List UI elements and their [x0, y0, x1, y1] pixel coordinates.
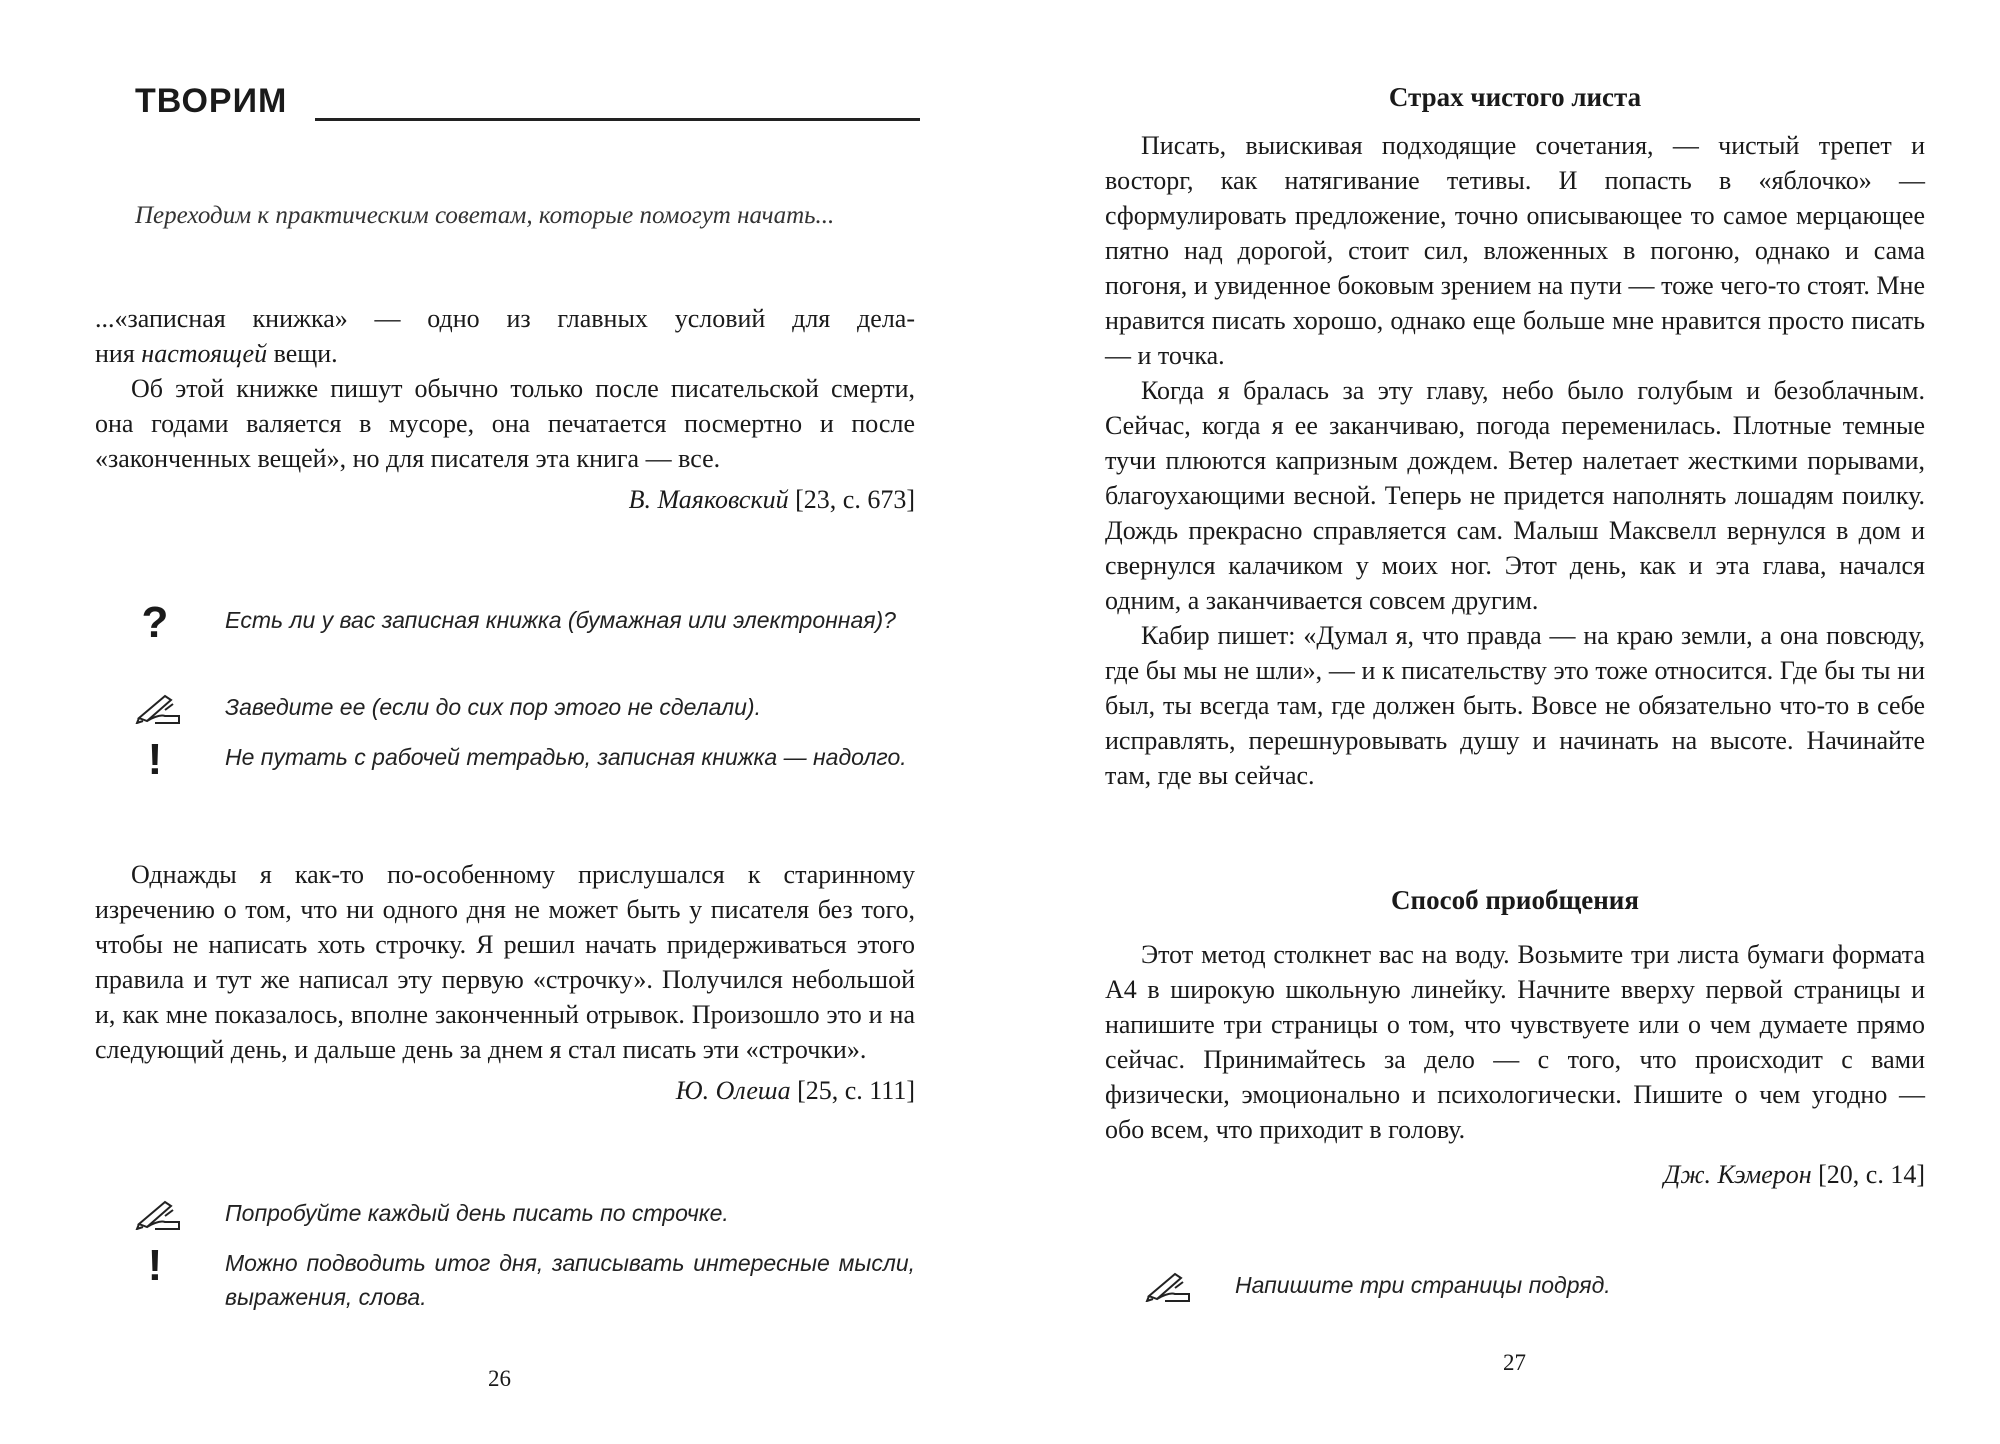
section-body: [1105, 937, 1925, 1192]
question-icon: ?: [141, 598, 169, 647]
quote-text: ния: [95, 339, 142, 368]
left-page: [95, 0, 915, 1444]
body-paragraph: Когда я бралась за эту главу, небо было голубым и безоблачным. Сейчас, когда я ее заканчиваю, погода переменилась. Плотные темные тучи плюются капризным дождем. Ветер налетает жесткими порывами, благоухающими весной. Теперь не придется наполнять лошадям поилку. Дождь прекрасно справляется сам. Малыш Максвелл вернулся в дом и свернулся калачиком у моих ног. Этот день, как и эта глава, начался одним, а заканчивается совсем другим.: [1105, 376, 1925, 615]
quote-mayakovsky: [95, 301, 915, 517]
note-text: Можно подводить итог дня, записывать интересные мысли, выражения, слова.: [225, 1250, 915, 1310]
section-title: Способ приобщения: [1391, 885, 1639, 915]
quote-paragraph: Однажды я как-то по-особенному прислушался к старинному изречению о том, что ни одного дня не может быть у писателя без того, чтобы не написать хоть строчку. Я решил начать придерживаться этого правила и тут же написал эту первую «строчку». Получился небольшой и, как мне показалось, вполне законченный отрывок. Произошло это и на следующий день, и дальше день за днем я стал писать эти «строчки».: [95, 860, 915, 1064]
intro-text: Переходим к практическим советам, которые помогут начать...: [135, 202, 835, 229]
body-paragraph: Писать, выискивая подходящие сочетания, — чистый трепет и восторг, как натягивание тетивы. И попасть в «яблочко» — сформулировать предложение, точно описывающее то самое мерцающее пятно над дорогой, стоит сил, вложенных в погоню, однако и сама погоня, и увиденное боковым зрением на пути — тоже чего-то стоят. Мне нравится писать хорошо, однако еще больше мне нравится просто писать — и точка.: [1105, 131, 1925, 370]
exclamation-icon: !: [147, 1241, 163, 1290]
header-rule: [315, 118, 920, 121]
exclamation-icon: !: [147, 735, 163, 784]
note-task: [135, 690, 915, 724]
quote-paragraph: [95, 336, 915, 371]
quote-author: Ю. Олеша: [675, 1076, 791, 1105]
quote-paragraph: Об этой книжке пишут обычно только после писательской смерти, она годами валяется в мусоре, она печатается посмертно и после «законченных вещей», но для писателя эта книга — все.: [95, 374, 915, 473]
quote-reference: [20, с. 14]: [1811, 1160, 1925, 1189]
note-text: Не путать с рабочей тетрадью, записная книжка — надолго.: [225, 744, 907, 770]
body-paragraph: Кабир пишет: «Думал я, что правда — на краю земли, а она повсюду, где бы мы не шли», — и к писательству это тоже относится. Где бы ты ни был, ты всегда там, где должен быть. Вовсе не обязательно что-то в себе исправлять, перешнуровывать душу и начинать на высоте. Начинайте там, где вы сейчас.: [1105, 621, 1925, 790]
quote-reference: [25, с. 111]: [790, 1076, 915, 1105]
pencil-hand-icon: [1145, 1268, 1193, 1302]
section-body: [1105, 128, 1925, 793]
quote-author: В. Маяковский: [628, 485, 789, 514]
quote-signature: [95, 1073, 915, 1108]
note-text: Напишите три страницы подряд.: [1235, 1272, 1611, 1298]
emphasis-text: настоящей: [141, 339, 268, 368]
quote-reference: [23, с. 673]: [788, 485, 915, 514]
page-number: 27: [1503, 1350, 1526, 1375]
note-warning: [135, 735, 915, 784]
pencil-hand-icon: [135, 690, 183, 724]
note-task: [135, 1196, 915, 1230]
chapter-title: ТВОРИМ: [135, 82, 288, 120]
quote-signature: [95, 482, 915, 517]
note-question: [135, 598, 915, 647]
right-page: [1105, 0, 1925, 1444]
quote-text: вещи.: [267, 339, 338, 368]
section-title: Страх чистого листа: [1388, 82, 1642, 112]
quote-author: Дж. Кэмерон: [1663, 1160, 1812, 1189]
quote-signature: [1105, 1157, 1925, 1192]
note-warning: [135, 1241, 915, 1314]
body-paragraph: Этот метод столкнет вас на воду. Возьмите три листа бумаги формата А4 в широкую школьную линейку. Начните вверху первой страницы и напишите три страницы о том, что чувствуете или о чем думаете прямо сейчас. Принимайтесь за дело — с того, что происходит с вами физически, эмоционально и психологически. Пишите о чем угодно — обо всем, что приходит в голову.: [1105, 940, 1925, 1144]
note-text: Попробуйте каждый день писать по строчке.: [225, 1200, 729, 1226]
pencil-hand-icon: [135, 1196, 183, 1230]
quote-olesha: [95, 857, 915, 1108]
quote-paragraph: [95, 301, 915, 336]
note-text: Заведите ее (если до сих пор этого не сделали).: [225, 694, 761, 720]
note-task: [1145, 1268, 1925, 1302]
chapter-header: [135, 82, 915, 132]
note-text: Есть ли у вас записная книжка (бумажная или электронная)?: [225, 607, 896, 633]
quote-text: ...«записная книжка» — одно из главных условий для дела-: [95, 304, 915, 333]
page-number: 26: [488, 1366, 511, 1391]
